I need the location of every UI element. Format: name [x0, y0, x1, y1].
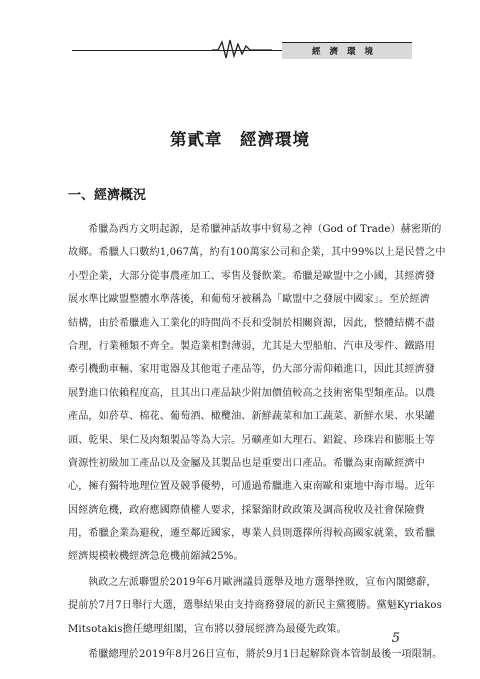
text-line: 展對進口依賴程度高，且其出口產品缺少附加價值較高之技術密集型類產品。以農	[68, 387, 435, 399]
text-line: 提前於7月7日舉行大選，選舉結果由支持商務發展的新民主黨獲勝。黨魁Kyriakos	[68, 600, 442, 612]
body-text	[68, 218, 446, 668]
text-line: 希臘為西方文明起源，是希臘神話故事中貿易之神（God of Trade）赫密斯的	[88, 224, 442, 235]
text-line: 希臘總理於2019年8月26日宣布，將於9月1日起解除資本管制最後一項限制。	[88, 649, 443, 661]
text-line: 牽引機動車輛、家用電器及其他電子產品等，仍大部分需仰賴進口，因此其經濟發	[68, 364, 435, 376]
text-line: 頭、乾果、果仁及肉類製品等為大宗。另礦產如大理石、鋁錠、珍珠岩和膨脹土等	[68, 434, 435, 446]
text-line: 用，希臘企業為避稅，遷至鄰近國家，專業人員則選擇所得較高國家就業，致希臘	[68, 528, 435, 540]
text-line: 執政之左派聯盟於2019年6月歐洲議員選舉及地方選舉挫敗，宣布內閣總辭，	[88, 576, 437, 588]
text-line: 展水準比歐盟整體水準落後，和葡萄牙被稱為「歐盟中之發展中國家」。至於經濟	[68, 294, 430, 306]
running-title: 經濟環境	[311, 47, 382, 57]
page-number: 5	[391, 631, 400, 646]
text-line: 心，擁有獨特地理位置及競爭優勢，可通過希臘進入東南歐和東地中海市場。近年	[68, 481, 435, 493]
heartbeat-wave-icon	[212, 38, 272, 60]
text-line: Mitsotakis擔任總理組閣，宣布將以發展經濟為最優先政策。	[68, 623, 347, 635]
paragraph-1	[68, 218, 446, 569]
text-line: 小型企業，大部分從事農產加工、零售及餐飲業。希臘是歐盟中之小國，其經濟發	[68, 270, 435, 282]
text-line: 產品，如菸草、棉花、葡萄酒、橄欖油、新鮮蔬菜和加工蔬菜、新鮮水果、水果罐	[68, 411, 435, 423]
text-line: 結構，由於希臘進入工業化的時間尚不長和受制於相關資源，因此，整體結構不盡	[68, 317, 435, 329]
paragraph-2	[68, 571, 442, 641]
text-line: 資源性初級加工產品以及金屬及其製品也是重要出口產品。希臘為東南歐經濟中	[68, 457, 425, 469]
text-line: 合理，行業種類不齊全。製造業相對薄弱，尤其是大型船舶、汽車及零件、鐵路用	[68, 340, 435, 352]
chapter-title: 第貳章 經濟環境	[170, 130, 310, 149]
text-line: 因經濟危機，政府應國際債權人要求，採緊縮財政政策及調高稅收及社會保險費	[68, 504, 425, 516]
section-heading: 一、經濟概況	[68, 188, 147, 203]
running-header	[72, 38, 412, 58]
text-line: 故鄉。希臘人口數約1,067萬，約有100萬家公司和企業，其中99%以上是民營之中	[68, 247, 446, 259]
paragraph-3	[68, 643, 443, 666]
text-line: 經濟規模較機經濟急危機前縮減25%。	[68, 551, 244, 563]
running-title-box	[282, 42, 412, 59]
